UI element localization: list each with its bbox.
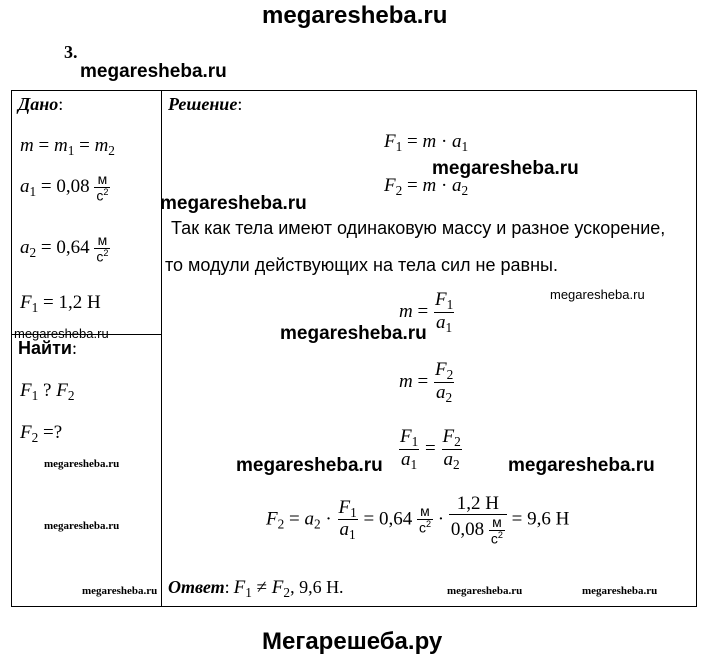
equation-f1: $F_1 = m \cdot a_1$ [384,131,469,154]
solution-paragraph-line-2: то модули действующих на тела сил не равны. [165,255,558,275]
watermark: megaresheba.ru [82,585,158,597]
given-mass-line: $m = m_1 = m_2$ [20,135,115,158]
watermark: megaresheba.ru [14,326,109,341]
equation-f2: $F_2 = m \cdot a_2$ [384,175,469,198]
problem-number: 3. [64,42,78,62]
given-a1-line: $a_1 = 0,08$ $\frac{м}{с^2}$ [20,171,109,204]
watermark: megaresheba.ru [80,61,227,82]
watermark: megaresheba.ru [280,323,427,344]
table-border-right [696,90,697,607]
watermark-bottom: Мегарешеба.ру [262,628,443,655]
table-border-left [11,90,12,607]
table-border-top [11,90,697,91]
equation-m-from-f1: m = $\frac{F_1}{a_1}$ [399,289,454,335]
watermark: megaresheba.ru [236,455,383,476]
watermark: megaresheba.ru [432,158,579,179]
watermark: megaresheba.ru [160,193,307,214]
watermark: megaresheba.ru [550,287,645,302]
watermark: megaresheba.ru [44,520,120,532]
solution-heading: Решение: [168,94,243,114]
watermark: megaresheba.ru [447,585,523,597]
watermark-top: megaresheba.ru [262,2,448,29]
given-a2-line: $a_2 = 0,64$ $\frac{м}{с^2}$ [20,232,109,265]
find-comparison-line: $F_1$ ? $F_2$ [20,380,75,403]
table-border-bottom [11,606,697,607]
table-divider-vertical [161,90,162,607]
given-heading: Дано: [18,94,64,114]
answer-line: Ответ: $F_1 \ne F_2$, 9,6 Н. [168,577,344,600]
equation-ratio: $\frac{F_1}{a_1}$ = $\frac{F_2}{a_2}$ [400,426,461,472]
find-heading: Найти: [18,338,77,358]
find-f2-line: $F_2$ =? [20,422,63,445]
watermark: megaresheba.ru [582,585,658,597]
solution-paragraph-line-1: Так как тела имеют одинаковую массу и разное ускорение, [171,218,666,238]
given-f1-line: $F_1 = 1,2$ Н [20,292,101,315]
equation-final-calculation: $F_2 = a_2$ · $\frac{F_1}{a_1}$ = 0,64 $\frac{м}{с^2}$ · 1,2 Н 0,08 $\frac{м}{с^2}$ = 9,6 Н [266,493,570,547]
watermark: megaresheba.ru [44,458,120,470]
equation-m-from-f2: m = $\frac{F_2}{a_2}$ [399,359,454,405]
watermark: megaresheba.ru [508,455,655,476]
